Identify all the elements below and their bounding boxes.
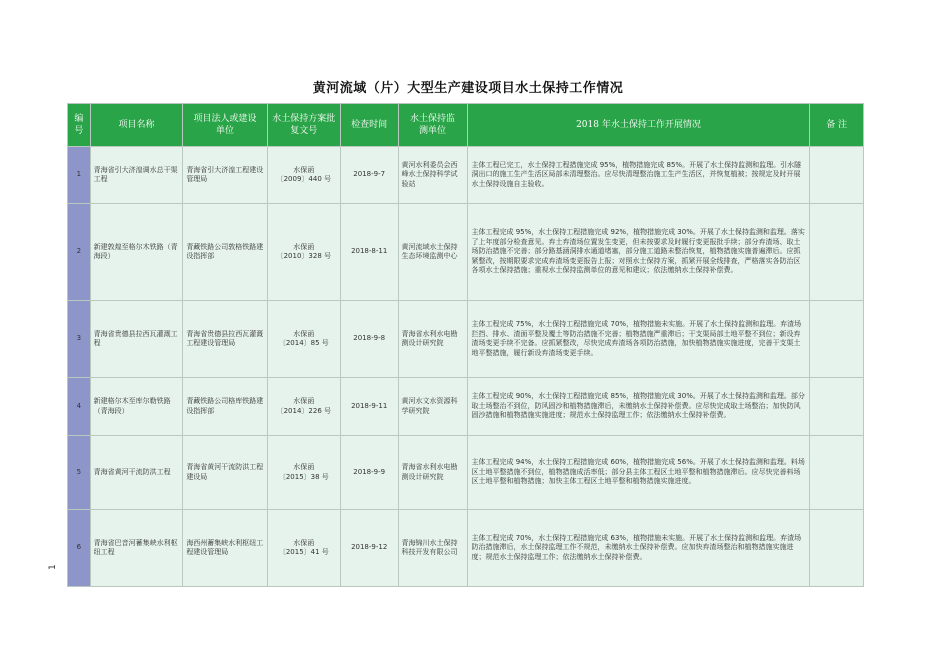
plan-approval-prefix: 水保函 (293, 463, 315, 471)
note-cell (810, 147, 864, 204)
project-name: 青海省黄河干流防洪工程 (90, 436, 183, 510)
plan-approval-number: 〔2014〕226 号 (276, 406, 331, 415)
note-cell (810, 301, 864, 378)
monitor-unit: 青海锦川水土保持科技开发有限公司 (398, 510, 467, 587)
project-name: 青海省巴音河蓄集峡水利枢纽工程 (90, 510, 183, 587)
project-table (67, 103, 864, 587)
header-note: 备 注 (810, 104, 864, 147)
project-name: 新建敦煌至格尔木铁路（青海段） (90, 204, 183, 301)
check-date: 2018-9-11 (340, 378, 398, 436)
check-date: 2018-9-7 (340, 147, 398, 204)
row-number: 4 (68, 378, 91, 436)
header-work-status: 2018 年水土保持工作开展情况 (467, 104, 810, 147)
table-row (68, 147, 864, 204)
table-row (68, 510, 864, 587)
header-no: 编号 (68, 104, 91, 147)
header-check-date: 检查时间 (340, 104, 398, 147)
row-number: 5 (68, 436, 91, 510)
table-row (68, 204, 864, 301)
project-owner: 青海省贵德县拉西瓦灌溉工程建设管理局 (183, 301, 267, 378)
row-number: 3 (68, 301, 91, 378)
table-row (68, 378, 864, 436)
note-cell (810, 204, 864, 301)
project-owner: 海西州蓄集峡水利枢纽工程建设管理局 (183, 510, 267, 587)
header-owner: 项目法人或建设单位 (183, 104, 267, 147)
project-name: 青海省引大济湟调水总干渠工程 (90, 147, 183, 204)
table-header-row (68, 104, 864, 147)
header-monitor-unit: 水土保持监测单位 (398, 104, 467, 147)
monitor-unit: 青海省水利水电勘测设计研究院 (398, 436, 467, 510)
project-name: 青海省贵德县拉西瓦灌溉工程 (90, 301, 183, 378)
work-status: 主体工程完成 70%，水土保持工程措施完成 63%，植物措施未实施。开展了水土保持监测和监理。弃渣场防治措施滞后，水土保持监理工作不规范，未缴纳水土保持补偿费。应加快弃渣场整治和植物措施实施进度；规范水土保持监理工作；依法缴纳水土保持补偿费。 (467, 510, 810, 587)
check-date: 2018-8-11 (340, 204, 398, 301)
page-number: 1 (48, 564, 58, 570)
note-cell (810, 378, 864, 436)
header-project-name: 项目名称 (90, 104, 183, 147)
work-status: 主体工程完成 94%，水土保持工程措施完成 60%，植物措施完成 56%。开展了水土保持监测和监理。料场区土地平整措施不到位，植物措施成活率低；部分县主体工程区土地平整和植物措施滞后。应尽快完善料场区土地平整和植物措施；加快主体工程区土地平整和植物措施实施进度。 (467, 436, 810, 510)
row-number: 6 (68, 510, 91, 587)
table-row (68, 436, 864, 510)
project-name: 新建格尔木至库尔勒铁路（青海段） (90, 378, 183, 436)
plan-approval-number: 〔2014〕85 号 (278, 339, 329, 347)
plan-approval (267, 510, 340, 587)
check-date: 2018-9-9 (340, 436, 398, 510)
monitor-unit: 黄河水利委员会西峰水土保持科学试验站 (398, 147, 467, 204)
row-number: 2 (68, 204, 91, 301)
plan-approval-prefix: 水保函 (293, 329, 315, 338)
project-owner: 青海省黄河干流防洪工程建设局 (183, 436, 267, 510)
plan-approval-number: 〔2015〕38 号 (278, 472, 329, 481)
table-row (68, 301, 864, 378)
plan-approval-prefix: 水保函 (293, 397, 315, 405)
check-date: 2018-9-8 (340, 301, 398, 378)
project-owner: 青藏铁路公司敦格铁路建设指挥部 (183, 204, 267, 301)
plan-approval-number: 〔2009〕440 号 (276, 175, 331, 183)
plan-approval (267, 147, 340, 204)
monitor-unit: 黄河流域水土保持生态环境监测中心 (398, 204, 467, 301)
project-owner: 青藏铁路公司格库铁路建设指挥部 (183, 378, 267, 436)
page-title: 黄河流域（片）大型生产建设项目水土保持工作情况 (312, 81, 624, 96)
work-status: 主体工程完成 75%，水土保持工程措施完成 70%，植物措施未实施。开展了水土保持监测和监理。弃渣场拦挡、排水、渣面平整及覆土等防治措施不完善；植物措施严重滞后；干支渠局部土地平整不到位；新设弃渣场变更手续不完备。应抓紧整改，尽快完成弃渣场各项防治措施，加快植物措施实施进度，完善干支渠土地平整措施，履行新设弃渣场变更手续。 (467, 301, 810, 378)
note-cell (810, 510, 864, 587)
note-cell (810, 436, 864, 510)
work-status: 主体工程完成 95%，水土保持工程措施完成 92%，植物措施完成 30%。开展了水土保持监测和监理。落实了上年度部分检查意见。弃土弃渣场位置发生变更，但未按要求及时履行变更报批手续；部分弃渣场、取土场防治措施不完善；部分路基涵洞排水通道堵塞，部分施工道路未整治恢复，植物措施实施普遍滞后。应抓紧整改，按期限要求完成弃渣场变更报告上报；对照水土保持方案，抓紧开展全线排查，严格落实各防治区各项水土保持措施；重视水土保持监测单位的意见和建议；依法缴纳水土保持补偿费。 (467, 204, 810, 301)
work-status: 主体工程完成 90%，水土保持工程措施完成 85%，植物措施完成 30%。开展了水土保持监测和监理。部分取土场整治不到位，防风固沙和植物措施滞后，未缴纳水土保持补偿费。应尽快完成取土场整治；加快防风固沙措施和植物措施实施进度；规范水土保持监理工作；依法缴纳水土保持补偿费。 (467, 378, 810, 436)
monitor-unit: 青海省水利水电勘测设计研究院 (398, 301, 467, 378)
header-plan-approval: 水土保持方案批复文号 (267, 104, 340, 147)
plan-approval-number: 〔2010〕328 号 (276, 252, 331, 260)
row-number: 1 (68, 147, 91, 204)
project-owner: 青海省引大济湟工程建设管理局 (183, 147, 267, 204)
plan-approval-prefix: 水保函 (293, 242, 315, 251)
plan-approval (267, 378, 340, 436)
plan-approval-prefix: 水保函 (293, 538, 315, 547)
check-date: 2018-9-12 (340, 510, 398, 587)
plan-approval (267, 436, 340, 510)
work-status: 主体工程已完工，水土保持工程措施完成 95%，植物措施完成 85%。开展了水土保持监测和监理。引水隧洞出口的施工生产生活区局部未清理整治。应尽快清理整治施工生产生活区，并恢复植被；按规定及时开展水土保持设施自主验收。 (467, 147, 810, 204)
monitor-unit: 黄河水文水资源科学研究院 (398, 378, 467, 436)
plan-approval-number: 〔2015〕41 号 (278, 548, 329, 556)
plan-approval (267, 204, 340, 301)
plan-approval (267, 301, 340, 378)
plan-approval-prefix: 水保函 (293, 165, 315, 174)
